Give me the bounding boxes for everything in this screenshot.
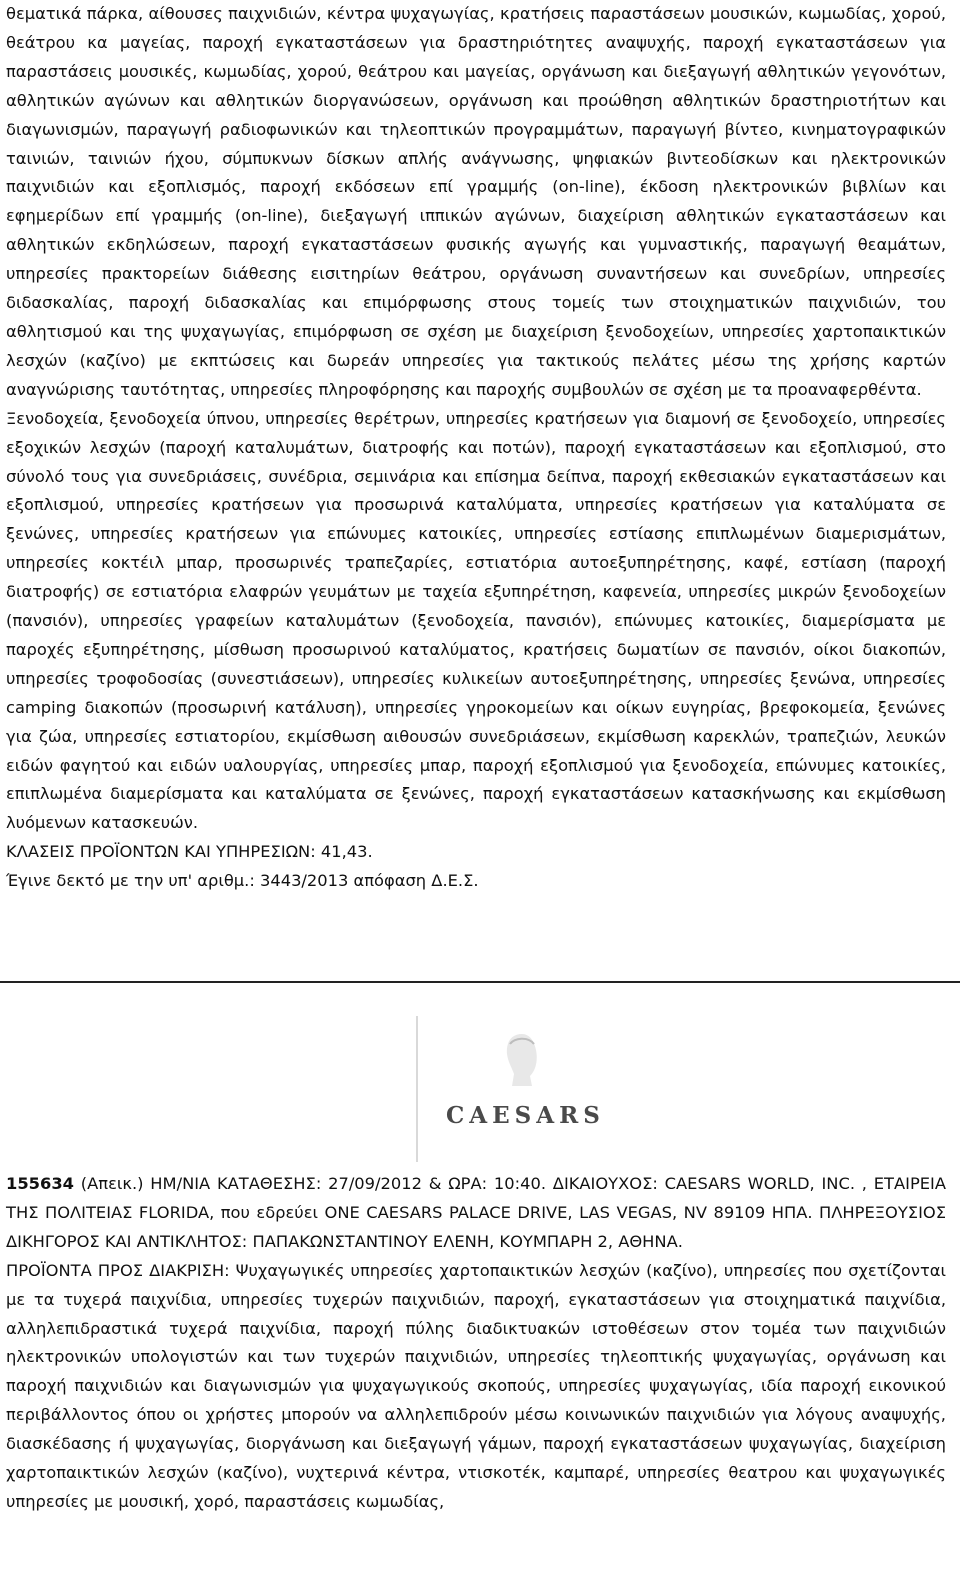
application-header: [6, 1170, 946, 1257]
goods-services-section: [6, 0, 946, 896]
caesars-logo-text: CAESARS: [446, 1102, 605, 1129]
goods-to-distinguish: ΠΡΟΪΟΝΤΑ ΠΡΟΣ ΔΙΑΚΡΙΣΗ: Ψυχαγωγικές υπηρεσίες χαρτοπαικτικών λεσχών (καζίνο), υπηρεσίες που σχετίζονται με τα τυχερά παιχνίδια, υπηρεσίες τυχερών παιχνιδιών, παροχή, εγκαταστάσεων για στοιχηματικά παιχνίδια, αλληλεπιδραστικά τυχερά παιχνίδια, παροχή πύλης διαδικτυακών ιστοθέσεων στον τομέα των παιχνιδιών ηλεκτρονικών υπολογιστών και των τυχερών παιχνιδιών, υπηρεσίες τηλεοπτικής ψυχαγωγίας, οργάνωση και παροχή παιχνιδιών και διαγωνισμών για ψυχαγωγικούς σκοπούς, υπηρεσίες ψυχαγωγίας, ιδία παροχή εικονικού περιβάλλοντος όπου οι χρήστες μπορούν να αλληλεπιδρούν μέσω κοινωνικών παιχνιδιών για λόγους αναψυχής, διασκέδασης ή ψυχαγωγίας, διοργάνωση και διεξαγωγή γάμων, παροχή εγκαταστάσεων ψυχαγωγίας, διαχείριση χαρτοπαικτικών λεσχών (καζίνο), νυχτερινά κέντρα, ντισκοτέκ, καμπαρέ, υπηρεσίες θεατρου και ψυχαγωγικές υπηρεσίες με μουσική, χορό, παραστάσεις κωμωδίας,: [6, 1260, 946, 1511]
class-41-paragraph: θεματικά πάρκα, αίθουσες παιχνιδιών, κέντρα ψυχαγωγίας, κρατήσεις παραστάσεων μουσικών, κωμωδίας, χορού, θεάτρου κα μαγείας, παροχή εγκαταστάσεων για δραστηριότητες αναψυχής, παροχή εγκαταστάσεων για παραστάσεις μουσικές, κωμωδίας, χορού, θεάτρου και μαγείας, οργάνωση και διεξαγωγή αθλητικών γεγονότων, αθλητικών αγώνων και αθλητικών διοργανώσεων, οργάνωση και προώθηση αθλητικών δραστηριοτήτων και διαγωνισμών, παραγωγή ραδιοφωνικών και τηλεοπτικών προγραμμάτων, παραγωγή βίντεο, κινηματογραφικών ταινιών, ταινιών ήχου, σύμπυκνων δίσκων απλής ανάγνωσης, ψηφιακών βιντεοδίσκων και ηλεκτρονικών παιχνιδιών και εξοπλισμός, παροχή εκδόσεων επί γραμμής (on-line), έκδοση ηλεκτρονικών βιβλίων και εφημερίδων επί γραμμής (on-line), διεξαγωγή ιππικών αγώνων, διαχείριση αθλητικών εγκαταστάσεων και αθλητικών εκδηλώσεων, παροχή εγκαταστάσεων φυσικής αγωγής και γυμναστικής, παραγωγή θεαμάτων, υπηρεσίες πρακτορείων διάθεσης εισιτηρίων θεάτρου, οργάνωση συναντήσεων και συνεδρίων, υπηρεσίες διδασκαλίας, παροχή διδασκαλίας και επιμόρφωσης στους τομείς των στοιχηματικών παιχνιδιών, του αθλητισμού και της ψυχαγωγίας, επιμόρφωση σε σχέση με διαχείριση ξενοδοχείων, υπηρεσίες χαρτοπαικτικών λεσχών (καζίνο) με εκπτώσεις και δωρεάν υπηρεσίες για τακτικούς πελάτες μέσω της χρήσης καρτών αναγνώρισης ταυτότητας, υπηρεσίες πληροφόρησης και παροχής συμβουλών σε σχέση με τα προαναφερθέντα.: [6, 4, 946, 399]
classes-line: ΚΛΑΣΕΙΣ ΠΡΟΪΟΝΤΩΝ ΚΑΙ ΥΠΗΡΕΣΙΩΝ: 41,43.: [6, 842, 373, 862]
class-43-paragraph: Ξενοδοχεία, ξενοδοχεία ύπνου, υπηρεσίες θερέτρων, υπηρεσίες κρατήσεων για διαμονή σε ξενοδοχείο, υπηρεσίες εξοχικών λεσχών (παροχή καταλυμάτων, διατροφής και ποτών), παροχή εγκαταστάσεων και εξοπλισμού, στο σύνολό τους για συνεδριάσεις, συνέδρια, σεμινάρια και επίσημα δείπνα, παροχή εκθεσιακών εγκαταστάσεων και εξοπλισμού, υπηρεσίες κρατήσεων για προσωρινά καταλύματα, υπηρεσίες κρατήσεων για καταλύματα σε ξενώνες, υπηρεσίες κρατήσεων για επώνυμες κατοικίες, υπηρεσίες εστίασης επιπλωμένων διαμερισμάτων, υπηρεσίες κοκτέιλ μπαρ, προσωρινές τραπεζαρίες, εστιατόρια αυτοεξυπηρέτησης, καφέ, εστίαση (παροχή διατροφής) σε εστιατόρια ελαφρών γευμάτων με ταχεία εξυπηρέτηση, καφενεία, υπηρεσίες μικρών ξενοδοχείων (πανσιόν), υπηρεσίες γραφείων καταλυμάτων (ξενοδοχεία, πανσιόν), επώνυμες κατοικίες, διαμερίσματα με παροχές εξυπηρέτησης, μίσθωση προσωρινού καταλύματος, κρατήσεις δωματίων σε πανσιόν, οίκοι διακοπών, υπηρεσίες τροφοδοσίας (συνεστιάσεων), υπηρεσίες κυλικείων αυτοεξυπηρέτησης, υπηρεσίες ξενώνα, υπηρεσίες camping διακοπών (προσωρινή κατάλυση), υπηρεσίες γηροκομείων και οίκων ευγηρίας, βρεφοκομεία, ξενώνες για ζώα, υπηρεσίες εστιατορίου, εκμίσθωση αιθουσών συνεδριάσεων, εκμίσθωση καρεκλών, τραπεζιών, λευκών ειδών φαγητού και ειδών υαλουργίας, υπηρεσίες μπαρ, παροχή εξοπλισμού για ξενοδοχεία, επώνυμες κατοικίες, επιπλωμένα διαμερίσματα και καταλύματα σε ξενώνες, παροχή εγκαταστάσεων κατασκήνωσης και εκμίσθωση λυόμενων κατασκευών.: [6, 408, 946, 833]
application-number: 155634: [6, 1174, 74, 1193]
caesar-head-icon: [498, 1030, 546, 1092]
acceptance-line: Έγινε δεκτό με την υπ' αριθμ.: 3443/2013 απόφαση Δ.Ε.Σ.: [6, 871, 479, 891]
trademark-image: [416, 1016, 616, 1162]
image-border: [416, 1016, 418, 1162]
section-divider: [0, 981, 960, 983]
application-section: [6, 1170, 946, 1517]
application-details: (Απεικ.) ΗΜ/ΝΙΑ ΚΑΤΑΘΕΣΗΣ: 27/09/2012 & ΩΡΑ: 10:40. ΔΙΚΑΙΟΥΧΟΣ: CAESARS WORLD, INC. , ΕΤΑΙΡΕΙΑ ΤΗΣ ΠΟΛΙΤΕΙΑΣ FLORIDA, που εδρεύει ONE CAESARS PALACE DRIVE, LAS VEGAS, NV 89109 ΗΠΑ. ΠΛΗΡΕΞΟΥΣΙΟΣ ΔΙΚΗΓΟΡΟΣ ΚΑΙ ΑΝΤΙΚΛΗΤΟΣ: ΠΑΠΑΚΩΝΣΤΑΝΤΙΝΟΥ ΕΛΕΝΗ, ΚΟΥΜΠΑΡΗ 2, ΑΘΗΝΑ.: [6, 1174, 946, 1251]
